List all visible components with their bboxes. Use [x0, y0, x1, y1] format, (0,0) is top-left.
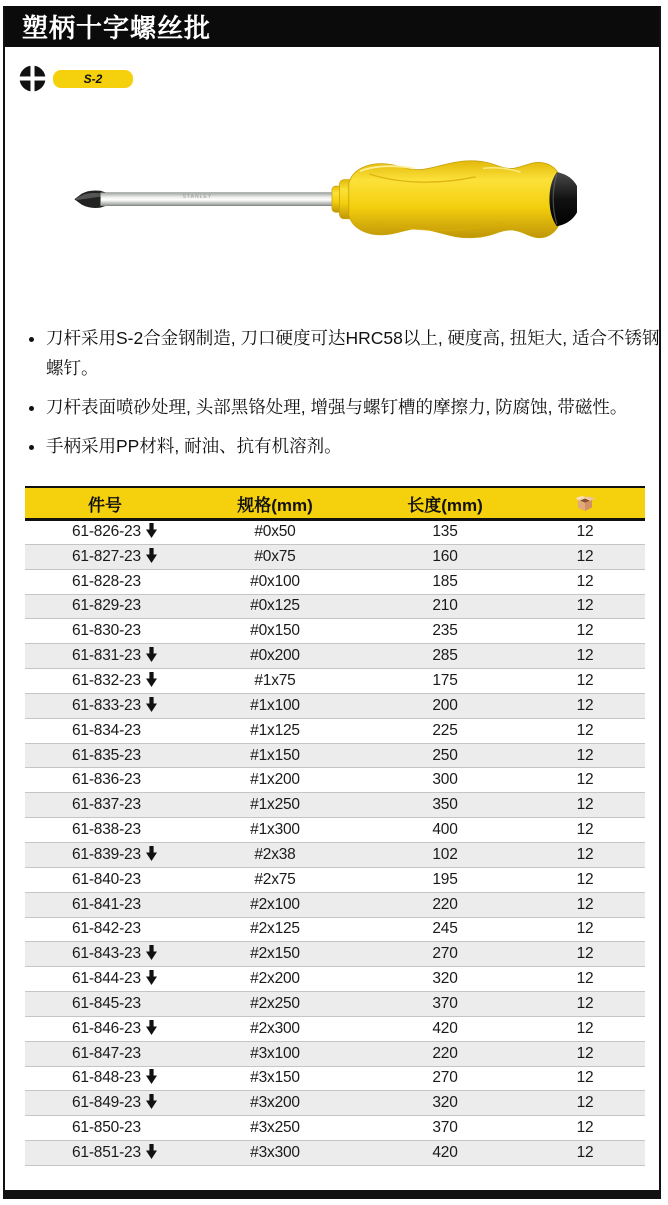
- part-number-cell: [25, 867, 185, 892]
- spec-cell: #3x100: [185, 1041, 365, 1066]
- carton-qty-cell: 12: [525, 1091, 645, 1116]
- spec-cell: #1x250: [185, 793, 365, 818]
- carton-qty-cell: 12: [525, 992, 645, 1017]
- page-title: 塑柄十字螺丝批: [22, 13, 212, 43]
- length-cell: 220: [365, 892, 525, 917]
- part-number: 61-845-23: [72, 994, 141, 1012]
- length-cell: 135: [365, 520, 525, 545]
- carton-qty-cell: 12: [525, 669, 645, 694]
- length-cell: 102: [365, 842, 525, 867]
- spec-cell: #1x150: [185, 743, 365, 768]
- down-arrow-icon: [146, 1069, 157, 1084]
- part-number: 61-827-23: [72, 547, 141, 565]
- part-number-cell: [25, 892, 185, 917]
- feature-item: • 刀杆采用S-2合金钢制造, 刀口硬度可达HRC58以上, 硬度高, 扭矩大, 适合不锈钢螺钉。: [46, 323, 668, 383]
- part-number: 61-846-23: [72, 1019, 141, 1037]
- part-number-cell: [25, 1091, 185, 1116]
- length-cell: 160: [365, 544, 525, 569]
- part-number: 61-841-23: [72, 895, 141, 913]
- table-row: [25, 644, 645, 669]
- part-number-cell: [25, 718, 185, 743]
- screwdriver-handle: [349, 161, 563, 238]
- carton-qty-cell: 12: [525, 520, 645, 545]
- spec-cell: #2x125: [185, 917, 365, 942]
- carton-qty-cell: 12: [525, 718, 645, 743]
- carton-qty-cell: 12: [525, 892, 645, 917]
- part-number: 61-847-23: [72, 1044, 141, 1062]
- length-cell: 185: [365, 569, 525, 594]
- part-number: 61-849-23: [72, 1094, 141, 1112]
- down-arrow-icon: [146, 548, 157, 563]
- carton-qty-cell: 12: [525, 693, 645, 718]
- part-number: 61-828-23: [72, 572, 141, 590]
- length-cell: 350: [365, 793, 525, 818]
- part-number-cell: [25, 793, 185, 818]
- spec-cell: #2x250: [185, 992, 365, 1017]
- spec-cell: #3x250: [185, 1116, 365, 1141]
- part-number-cell: [25, 1016, 185, 1041]
- screwdriver-image: [72, 146, 577, 258]
- screwdriver-shaft: [101, 193, 336, 206]
- table-row: [25, 768, 645, 793]
- part-number-cell: [25, 768, 185, 793]
- table-row: [25, 693, 645, 718]
- table-row: [25, 544, 645, 569]
- feature-list: [20, 323, 668, 470]
- part-number: 61-839-23: [72, 845, 141, 863]
- table-row: [25, 1016, 645, 1041]
- part-number-cell: [25, 1116, 185, 1141]
- carton-qty-cell: 12: [525, 842, 645, 867]
- table-row: [25, 743, 645, 768]
- part-number-cell: [25, 1041, 185, 1066]
- part-number-cell: [25, 669, 185, 694]
- carton-qty-cell: 12: [525, 867, 645, 892]
- table-row: [25, 594, 645, 619]
- steel-grade-label: S-2: [83, 72, 103, 86]
- part-number: 61-843-23: [72, 945, 141, 963]
- part-number: 61-832-23: [72, 671, 141, 689]
- down-arrow-icon: [146, 1094, 157, 1109]
- length-cell: 210: [365, 594, 525, 619]
- part-number: 61-835-23: [72, 746, 141, 764]
- part-number: 61-844-23: [72, 970, 141, 988]
- part-number-cell: [25, 594, 185, 619]
- part-number: 61-848-23: [72, 1069, 141, 1087]
- part-number-cell: [25, 1141, 185, 1166]
- spec-cell: #1x125: [185, 718, 365, 743]
- carton-qty-cell: 12: [525, 544, 645, 569]
- part-number: 61-850-23: [72, 1119, 141, 1137]
- page-frame: [3, 6, 661, 1199]
- carton-qty-cell: 12: [525, 1141, 645, 1166]
- length-cell: 175: [365, 669, 525, 694]
- table-row: [25, 1091, 645, 1116]
- length-cell: 300: [365, 768, 525, 793]
- down-arrow-icon: [146, 970, 157, 985]
- steel-grade-badge: [53, 70, 133, 88]
- spec-table-body: [25, 520, 645, 1166]
- down-arrow-icon: [146, 672, 157, 687]
- down-arrow-icon: [146, 697, 157, 712]
- table-row: [25, 992, 645, 1017]
- length-cell: 200: [365, 693, 525, 718]
- spec-cell: #0x50: [185, 520, 365, 545]
- title-bar: [5, 6, 659, 47]
- part-number-cell: [25, 619, 185, 644]
- spec-cell: #3x150: [185, 1066, 365, 1091]
- carton-qty-cell: 12: [525, 644, 645, 669]
- table-row: [25, 917, 645, 942]
- part-number: 61-830-23: [72, 622, 141, 640]
- length-cell: 270: [365, 1066, 525, 1091]
- length-cell: 320: [365, 1091, 525, 1116]
- length-cell: 420: [365, 1141, 525, 1166]
- length-cell: 250: [365, 743, 525, 768]
- part-number: 61-836-23: [72, 771, 141, 789]
- part-number: 61-851-23: [72, 1144, 141, 1162]
- part-number-cell: [25, 544, 185, 569]
- part-number: 61-833-23: [72, 696, 141, 714]
- length-cell: 370: [365, 1116, 525, 1141]
- table-row: [25, 818, 645, 843]
- spec-cell: #2x38: [185, 842, 365, 867]
- down-arrow-icon: [146, 1144, 157, 1159]
- length-cell: 195: [365, 867, 525, 892]
- carton-qty-cell: 12: [525, 743, 645, 768]
- spec-cell: #2x200: [185, 967, 365, 992]
- down-arrow-icon: [146, 846, 157, 861]
- length-cell: 370: [365, 992, 525, 1017]
- part-number-cell: [25, 644, 185, 669]
- carton-qty-cell: 12: [525, 793, 645, 818]
- carton-qty-cell: 12: [525, 569, 645, 594]
- table-row: [25, 1066, 645, 1091]
- spec-cell: #0x200: [185, 644, 365, 669]
- length-cell: 225: [365, 718, 525, 743]
- part-number-cell: [25, 917, 185, 942]
- part-number-cell: [25, 942, 185, 967]
- spec-cell: #2x100: [185, 892, 365, 917]
- spec-cell: #1x300: [185, 818, 365, 843]
- spec-cell: #1x75: [185, 669, 365, 694]
- table-row: [25, 942, 645, 967]
- carton-qty-cell: 12: [525, 967, 645, 992]
- spec-cell: #3x200: [185, 1091, 365, 1116]
- part-number: 61-837-23: [72, 796, 141, 814]
- page-content: [5, 47, 659, 1190]
- spec-cell: #1x100: [185, 693, 365, 718]
- length-cell: 400: [365, 818, 525, 843]
- table-row: [25, 718, 645, 743]
- length-cell: 270: [365, 942, 525, 967]
- spec-cell: #3x300: [185, 1141, 365, 1166]
- phillips-cross-icon: [19, 65, 46, 92]
- part-number-cell: [25, 743, 185, 768]
- table-row: [25, 793, 645, 818]
- table-row: [25, 669, 645, 694]
- down-arrow-icon: [146, 647, 157, 662]
- part-number-cell: [25, 520, 185, 545]
- part-number-cell: [25, 818, 185, 843]
- part-number: 61-842-23: [72, 920, 141, 938]
- column-header-part-no: 件号: [25, 487, 185, 520]
- table-row: [25, 520, 645, 545]
- carton-qty-cell: 12: [525, 768, 645, 793]
- spec-cell: #0x100: [185, 569, 365, 594]
- spec-cell: #2x75: [185, 867, 365, 892]
- part-number-cell: [25, 967, 185, 992]
- length-cell: 420: [365, 1016, 525, 1041]
- length-cell: 320: [365, 967, 525, 992]
- feature-item: • 手柄采用PP材料, 耐油、抗有机溶剂。: [46, 431, 668, 461]
- carton-qty-cell: 12: [525, 818, 645, 843]
- part-number-cell: [25, 1066, 185, 1091]
- carton-qty-cell: 12: [525, 942, 645, 967]
- spec-cell: #0x125: [185, 594, 365, 619]
- down-arrow-icon: [146, 1020, 157, 1035]
- spec-cell: #0x75: [185, 544, 365, 569]
- feature-item: • 刀杆表面喷砂处理, 头部黑铬处理, 增强与螺钉槽的摩擦力, 防腐蚀, 带磁性。: [46, 392, 668, 422]
- table-row: [25, 1041, 645, 1066]
- table-row: [25, 967, 645, 992]
- length-cell: 220: [365, 1041, 525, 1066]
- length-cell: 285: [365, 644, 525, 669]
- spec-cell: #2x150: [185, 942, 365, 967]
- down-arrow-icon: [146, 945, 157, 960]
- length-cell: 235: [365, 619, 525, 644]
- carton-qty-cell: 12: [525, 917, 645, 942]
- part-number-cell: [25, 569, 185, 594]
- part-number: 61-838-23: [72, 821, 141, 839]
- spec-table-header: [25, 487, 645, 520]
- spec-cell: #1x200: [185, 768, 365, 793]
- part-number: 61-834-23: [72, 721, 141, 739]
- table-row: [25, 1141, 645, 1166]
- table-row: [25, 1116, 645, 1141]
- shaft-brand-text: STANLEY: [182, 193, 213, 200]
- part-number-cell: [25, 992, 185, 1017]
- carton-box-icon: [575, 495, 596, 513]
- length-cell: 245: [365, 917, 525, 942]
- carton-qty-cell: 12: [525, 1066, 645, 1091]
- spec-table: [25, 486, 645, 1166]
- carton-qty-cell: 12: [525, 1016, 645, 1041]
- table-row: [25, 569, 645, 594]
- column-header-spec: 规格(mm): [185, 487, 365, 520]
- part-number: 61-831-23: [72, 647, 141, 665]
- part-number: 61-829-23: [72, 597, 141, 615]
- handle-end-cap: [549, 172, 577, 226]
- part-number: 61-826-23: [72, 523, 141, 541]
- carton-qty-cell: 12: [525, 594, 645, 619]
- spec-cell: #2x300: [185, 1016, 365, 1041]
- table-row: [25, 842, 645, 867]
- carton-qty-cell: 12: [525, 1041, 645, 1066]
- down-arrow-icon: [146, 523, 157, 538]
- spec-cell: #0x150: [185, 619, 365, 644]
- table-row: [25, 867, 645, 892]
- table-row: [25, 892, 645, 917]
- table-row: [25, 619, 645, 644]
- part-number-cell: [25, 693, 185, 718]
- column-header-carton-qty: [525, 487, 645, 520]
- part-number: 61-840-23: [72, 870, 141, 888]
- column-header-length: 长度(mm): [365, 487, 525, 520]
- carton-qty-cell: 12: [525, 619, 645, 644]
- carton-qty-cell: 12: [525, 1116, 645, 1141]
- part-number-cell: [25, 842, 185, 867]
